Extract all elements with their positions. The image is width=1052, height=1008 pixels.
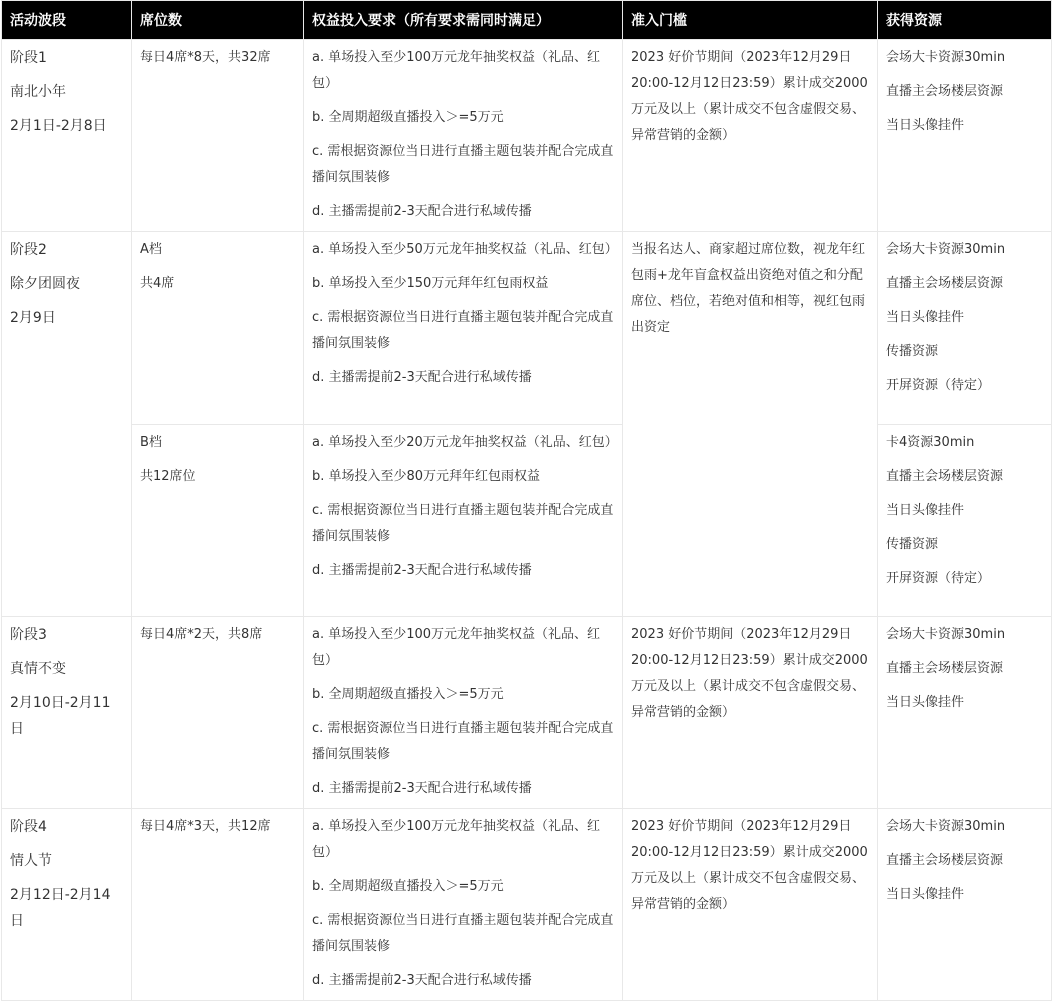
table-row (2, 232, 1052, 425)
stage-dates: 2月9日 (10, 310, 56, 326)
stage-theme: 南北小年 (10, 84, 66, 100)
requirement-b: b. 全周期超级直播投入＞=5万元 (312, 687, 504, 702)
stage-cell (2, 40, 132, 232)
header-resources: 获得资源 (878, 1, 1052, 40)
threshold-cell (623, 40, 878, 232)
requirement-d: d. 主播需提前2-3天配合进行私域传播 (312, 204, 532, 219)
header-row (2, 1, 1052, 40)
resource-item: 会场大卡资源30min (886, 50, 1006, 65)
requirements-cell (304, 232, 623, 425)
resource-item: 会场大卡资源30min (886, 819, 1006, 834)
activity-table (1, 0, 1052, 1001)
resources-cell (878, 617, 1052, 809)
requirement-c: c. 需根据资源位当日进行直播主题包装并配合完成直播间氛围装修 (312, 144, 614, 185)
requirements-cell (304, 617, 623, 809)
stage-name: 阶段1 (10, 50, 47, 66)
tier-seats: 共4席 (140, 276, 175, 291)
requirement-c: c. 需根据资源位当日进行直播主题包装并配合完成直播间氛围装修 (312, 503, 614, 544)
requirement-d: d. 主播需提前2-3天配合进行私域传播 (312, 370, 532, 385)
resource-item: 直播主会场楼层资源 (886, 469, 1004, 484)
requirement-a: a. 单场投入至少100万元龙年抽奖权益（礼品、红包） (312, 627, 601, 668)
requirement-d: d. 主播需提前2-3天配合进行私域传播 (312, 563, 532, 578)
stage-theme: 除夕团圆夜 (10, 276, 80, 292)
requirement-c: c. 需根据资源位当日进行直播主题包装并配合完成直播间氛围装修 (312, 913, 614, 954)
threshold-text: 2023 好价节期间（2023年12月29日 20:00-12月12日23:59）累计成交2000万元及以上（累计成交不包含虚假交易、异常营销的金额） (631, 819, 868, 912)
table-row (2, 425, 1052, 617)
seats-text: 每日4席*3天，共12席 (140, 819, 271, 834)
resource-item: 当日头像挂件 (886, 118, 965, 133)
tier-name: B档 (140, 435, 162, 450)
resource-item: 当日头像挂件 (886, 695, 965, 710)
seats-cell (132, 617, 304, 809)
resource-item: 会场大卡资源30min (886, 242, 1006, 257)
table-row (2, 809, 1052, 1001)
stage-theme: 真情不变 (10, 661, 66, 677)
requirement-c: c. 需根据资源位当日进行直播主题包装并配合完成直播间氛围装修 (312, 310, 614, 351)
stage-name: 阶段3 (10, 627, 47, 643)
requirement-b: b. 全周期超级直播投入＞=5万元 (312, 110, 504, 125)
seats-cell (132, 40, 304, 232)
threshold-text: 2023 好价节期间（2023年12月29日 20:00-12月12日23:59）累计成交2000万元及以上（累计成交不包含虚假交易、异常营销的金额） (631, 627, 868, 720)
table-row (2, 617, 1052, 809)
requirement-c: c. 需根据资源位当日进行直播主题包装并配合完成直播间氛围装修 (312, 721, 614, 762)
resource-item: 当日头像挂件 (886, 887, 965, 902)
resource-item: 直播主会场楼层资源 (886, 276, 1004, 291)
resource-item: 直播主会场楼层资源 (886, 853, 1004, 868)
resources-cell (878, 425, 1052, 617)
resource-item: 直播主会场楼层资源 (886, 661, 1004, 676)
resource-item: 当日头像挂件 (886, 310, 965, 325)
requirements-cell (304, 425, 623, 617)
resource-item: 开屏资源（待定） (886, 571, 991, 586)
seats-text: 每日4席*8天，共32席 (140, 50, 271, 65)
threshold-cell (623, 232, 878, 617)
tier-name: A档 (140, 242, 162, 257)
stage-cell (2, 809, 132, 1001)
seats-cell (132, 232, 304, 425)
resource-item: 卡4资源30min (886, 435, 975, 450)
header-stage: 活动波段 (2, 1, 132, 40)
requirement-b: b. 单场投入至少80万元拜年红包雨权益 (312, 469, 541, 484)
resources-cell (878, 40, 1052, 232)
header-seats: 席位数 (132, 1, 304, 40)
resource-item: 当日头像挂件 (886, 503, 965, 518)
requirement-b: b. 单场投入至少150万元拜年红包雨权益 (312, 276, 549, 291)
tier-seats: 共12席位 (140, 469, 196, 484)
threshold-text: 2023 好价节期间（2023年12月29日 20:00-12月12日23:59）累计成交2000万元及以上（累计成交不包含虚假交易、异常营销的金额） (631, 50, 868, 143)
requirement-a: a. 单场投入至少100万元龙年抽奖权益（礼品、红包） (312, 50, 601, 91)
threshold-cell (623, 617, 878, 809)
stage-cell (2, 617, 132, 809)
stage-name: 阶段4 (10, 819, 47, 835)
table-row (2, 40, 1052, 232)
requirement-b: b. 全周期超级直播投入＞=5万元 (312, 879, 504, 894)
threshold-text: 当报名达人、商家超过席位数，视龙年红包雨+龙年盲盒权益出资绝对值之和分配席位、档位，若绝对值和相等，视红包雨出资定 (631, 242, 866, 335)
stage-dates: 2月10日-2月11日 (10, 695, 111, 737)
requirements-cell (304, 40, 623, 232)
seats-text: 每日4席*2天，共8席 (140, 627, 263, 642)
requirements-cell (304, 809, 623, 1001)
stage-dates: 2月12日-2月14日 (10, 887, 111, 929)
resource-item: 传播资源 (886, 344, 939, 359)
resource-item: 会场大卡资源30min (886, 627, 1006, 642)
header-threshold: 准入门槛 (623, 1, 878, 40)
stage-dates: 2月1日-2月8日 (10, 118, 107, 134)
resources-cell (878, 232, 1052, 425)
requirement-a: a. 单场投入至少20万元龙年抽奖权益（礼品、红包） (312, 435, 618, 450)
stage-cell (2, 232, 132, 617)
requirement-d: d. 主播需提前2-3天配合进行私域传播 (312, 781, 532, 796)
threshold-cell (623, 809, 878, 1001)
resources-cell (878, 809, 1052, 1001)
seats-cell (132, 809, 304, 1001)
seats-cell (132, 425, 304, 617)
requirement-a: a. 单场投入至少100万元龙年抽奖权益（礼品、红包） (312, 819, 601, 860)
requirement-a: a. 单场投入至少50万元龙年抽奖权益（礼品、红包） (312, 242, 618, 257)
requirement-d: d. 主播需提前2-3天配合进行私域传播 (312, 973, 532, 988)
resource-item: 开屏资源（待定） (886, 378, 991, 393)
resource-item: 直播主会场楼层资源 (886, 84, 1004, 99)
header-requirements: 权益投入要求（所有要求需同时满足） (304, 1, 623, 40)
stage-theme: 情人节 (10, 853, 52, 869)
resource-item: 传播资源 (886, 537, 939, 552)
stage-name: 阶段2 (10, 242, 47, 258)
